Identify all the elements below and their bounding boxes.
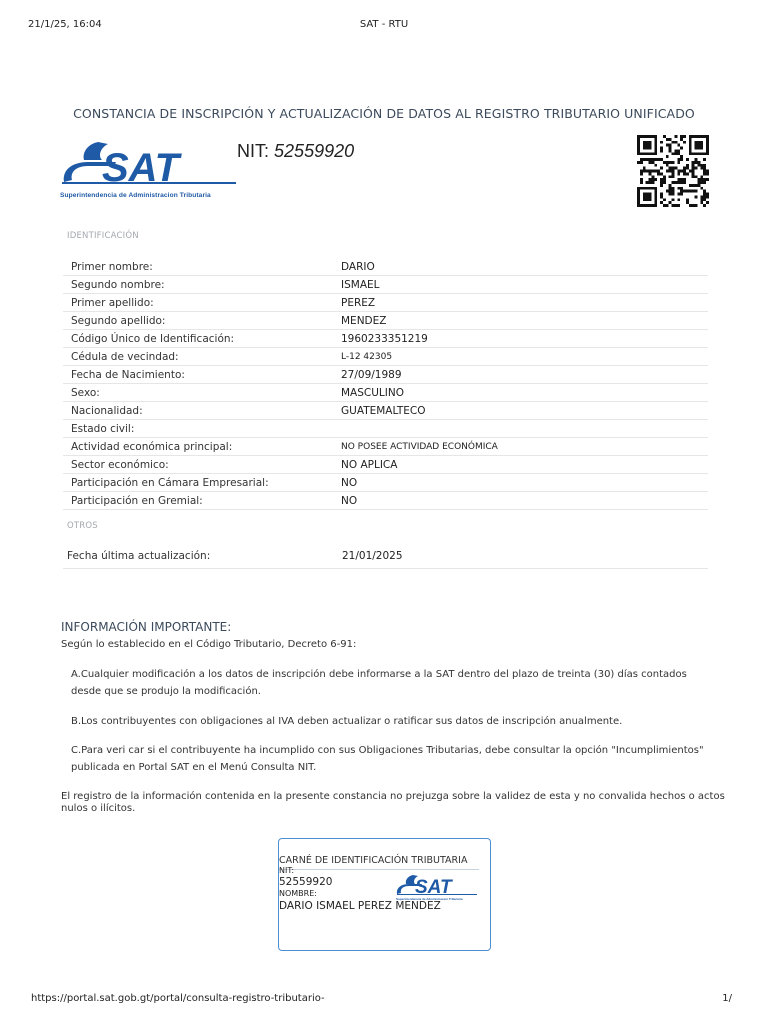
print-page-title: SAT - RTU (359, 19, 409, 30)
row-value: NO (341, 495, 358, 507)
row-label: Segundo apellido: (71, 315, 166, 327)
nit-value: 52559920 (274, 141, 355, 161)
table-row (63, 474, 708, 492)
row-label: Sector económico: (71, 459, 169, 471)
sat-logo (58, 138, 240, 202)
print-datetime: 21/1/25, 16:04 (28, 19, 102, 30)
row-value: MENDEZ (341, 315, 387, 327)
row-label: Participación en Cámara Empresarial: (71, 477, 269, 489)
row-value: MASCULINO (341, 387, 404, 399)
identificacion-table (63, 258, 708, 510)
info-subtitle: Según lo establecido en el Código Tributario, Decreto 6-91: (61, 639, 357, 650)
row-label: Segundo nombre: (71, 279, 165, 291)
section-otros: OTROS (67, 521, 98, 531)
row-value: 1960233351219 (341, 333, 428, 345)
qr-code (637, 134, 709, 208)
row-label: Código Único de Identificación: (71, 333, 235, 345)
table-row (63, 276, 708, 294)
sat-logo (395, 873, 479, 903)
card-divider (279, 869, 479, 870)
table-row (63, 366, 708, 384)
row-value: NO (341, 477, 358, 489)
row-value: ISMAEL (341, 279, 380, 291)
print-page-number: 1/ (722, 993, 732, 1004)
table-row (63, 384, 708, 402)
nit-label: NIT: (237, 141, 270, 161)
row-label: Primer apellido: (71, 297, 154, 309)
table-row (63, 456, 708, 474)
row-label: Cédula de vecindad: (71, 351, 179, 363)
table-row (63, 420, 708, 438)
nit-heading (237, 141, 354, 162)
print-url: https://portal.sat.gob.gt/portal/consulta-registro-tributario- (31, 993, 325, 1004)
table-row (63, 547, 708, 569)
row-value: 27/09/1989 (341, 369, 402, 381)
last-update-label: Fecha última actualización: (67, 550, 211, 562)
row-value: PEREZ (341, 297, 376, 309)
document-title: CONSTANCIA DE INSCRIPCIÓN Y ACTUALIZACIÓN DE DATOS AL REGISTRO TRIBUTARIO UNIFICADO (73, 106, 695, 121)
card-nit-value: 52559920 (279, 876, 333, 888)
row-label: Fecha de Nacimiento: (71, 369, 185, 381)
row-value: GUATEMALTECO (341, 405, 426, 417)
card-name-label: NOMBRE: (279, 889, 317, 898)
info-title: INFORMACIÓN IMPORTANTE: (61, 620, 232, 634)
table-row (63, 294, 708, 312)
card-title: CARNÉ DE IDENTIFICACIÓN TRIBUTARIA (279, 855, 468, 866)
row-label: Estado civil: (71, 423, 135, 435)
table-row (63, 348, 708, 366)
last-update-value: 21/01/2025 (342, 550, 403, 562)
tax-id-card (278, 838, 491, 951)
sat-logo-word: SAT (102, 146, 180, 190)
table-row (63, 492, 708, 510)
info-item-c: C.Para veri car si el contribuyente ha incumplido con sus Obligaciones Tributarias, debe consultar la opción "Incumplimientos" publicada en Portal SAT en el Menú Consulta NIT. (71, 745, 704, 773)
row-label: Nacionalidad: (71, 405, 143, 417)
card-nit-label: NIT: (279, 866, 295, 875)
row-value: L-12 42305 (341, 352, 393, 362)
table-row (63, 258, 708, 276)
row-label: Participación en Gremial: (71, 495, 203, 507)
sat-logo-caption: Superintendencia de Administracion Tributaria (60, 192, 211, 199)
row-label: Primer nombre: (71, 261, 153, 273)
row-value: NO POSEE ACTIVIDAD ECONÓMICA (341, 442, 498, 452)
info-item-a: A.Cualquier modificación a los datos de inscripción debe informarse a la SAT dentro del plazo de treinta (30) días contados desde que se produjo la modificación. (71, 669, 687, 697)
card-name-value: DARIO ISMAEL PEREZ MENDEZ (279, 900, 441, 912)
row-value: DARIO (341, 261, 375, 273)
disclaimer: El registro de la información contenida en la presente constancia no prejuzga sobre la validez de esta y no convalida hechos o actos nulos o ilícitos. (61, 791, 725, 814)
table-row (63, 438, 708, 456)
sat-logo-word: SAT (415, 877, 452, 898)
table-row (63, 330, 708, 348)
row-label: Sexo: (71, 387, 100, 399)
sat-logo-caption: Superintendencia de Administracion Tributaria (396, 897, 463, 901)
section-identificacion: IDENTIFICACIÓN (67, 231, 139, 241)
table-row (63, 312, 708, 330)
row-label: Actividad económica principal: (71, 441, 233, 453)
row-value: NO APLICA (341, 459, 398, 471)
table-row (63, 402, 708, 420)
info-item-b: B.Los contribuyentes con obligaciones al IVA deben actualizar o ratificar sus datos de inscripción anualmente. (71, 716, 623, 727)
